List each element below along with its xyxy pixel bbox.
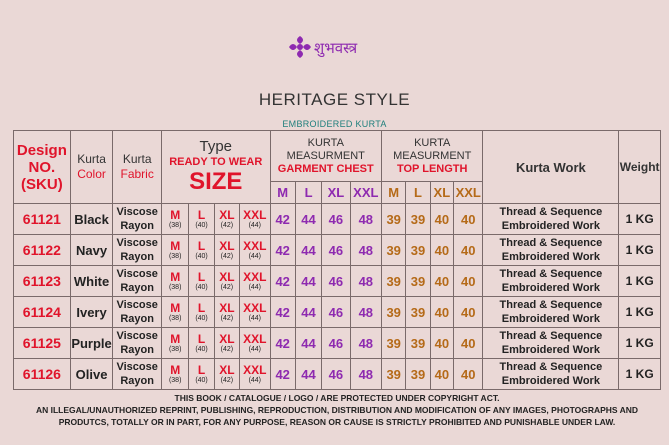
chest-value-cell: 46 (322, 297, 350, 328)
size-number: (44) (248, 314, 262, 322)
size-cell (240, 328, 270, 359)
length-value-cell: 39 (406, 359, 430, 390)
size-number: (44) (248, 252, 262, 260)
length-value-cell: 39 (382, 297, 406, 328)
chest-value-cell: 44 (295, 359, 321, 390)
fabric-line: Rayon (120, 375, 154, 387)
fabric-cell (113, 204, 162, 235)
size-label: L (197, 269, 206, 284)
length-value-cell: 39 (406, 328, 430, 359)
work-line: Thread & Sequence (499, 237, 603, 249)
weight-cell: 1 KG (619, 235, 661, 266)
size-number: (38) (168, 345, 182, 353)
length-value-cell: 40 (430, 266, 453, 297)
size-number: (40) (195, 345, 208, 353)
length-value-cell: 39 (382, 266, 406, 297)
chest-value-cell: 44 (295, 328, 321, 359)
sku-cell: 61123 (14, 266, 71, 297)
header-design-no: Design NO. (SKU) (14, 131, 71, 204)
size-label: M (170, 207, 181, 222)
chest-value-cell: 46 (322, 204, 350, 235)
fabric-line: Rayon (120, 313, 154, 325)
work-line: Thread & Sequence (499, 299, 603, 311)
work-cell (483, 204, 619, 235)
fabric-line: Viscose (116, 330, 158, 342)
size-cell (214, 204, 239, 235)
size-cell (189, 328, 214, 359)
length-value-cell: 40 (430, 328, 453, 359)
size-chart-table (13, 130, 661, 390)
size-label: XL (219, 300, 235, 315)
brand-logo (288, 30, 388, 64)
chest-value-cell: 42 (270, 297, 295, 328)
size-label: L (197, 331, 206, 346)
size-label: M (170, 238, 181, 253)
fabric-cell (113, 235, 162, 266)
size-cell (214, 266, 239, 297)
work-line: Thread & Sequence (499, 330, 603, 342)
size-label: M (170, 362, 181, 377)
color-cell: Navy (70, 235, 113, 266)
length-value-cell: 40 (430, 359, 453, 390)
chest-value-cell: 42 (270, 328, 295, 359)
work-cell (483, 235, 619, 266)
footer-line-1: THIS BOOK / CATALOGUE / LOGO / ARE PROTECTED UNDER COPYRIGHT ACT. (174, 393, 500, 403)
length-value-cell: 39 (382, 328, 406, 359)
chest-value-cell: 42 (270, 359, 295, 390)
work-line: Embroidered Work (501, 251, 600, 263)
size-label: L (197, 362, 206, 377)
length-value-cell: 39 (406, 266, 430, 297)
fabric-line: Rayon (120, 282, 154, 294)
size-cell (162, 328, 189, 359)
length-value-cell: 40 (430, 204, 453, 235)
size-number: (40) (195, 252, 208, 260)
size-number: (40) (195, 221, 208, 229)
size-label: L (197, 207, 206, 222)
length-value-cell: 39 (406, 297, 430, 328)
work-cell (483, 266, 619, 297)
work-line: Thread & Sequence (499, 206, 603, 218)
table-row (14, 204, 661, 235)
color-cell: Black (70, 204, 113, 235)
length-value-cell: 39 (406, 204, 430, 235)
size-number: (40) (195, 376, 208, 384)
header-type: Type READY TO WEAR SIZE (162, 131, 271, 204)
length-value-cell: 40 (454, 328, 483, 359)
fabric-line: Rayon (120, 251, 154, 263)
chest-value-cell: 48 (350, 297, 381, 328)
chest-size-label: M (270, 182, 295, 204)
chest-value-cell: 48 (350, 266, 381, 297)
sku-cell: 61124 (14, 297, 71, 328)
swirl-icon (289, 36, 311, 58)
sku-cell: 61122 (14, 235, 71, 266)
chest-value-cell: 46 (322, 359, 350, 390)
color-cell: Purple (70, 328, 113, 359)
size-number: (42) (220, 345, 234, 353)
size-cell (189, 266, 214, 297)
size-number: (38) (168, 376, 182, 384)
length-value-cell: 40 (454, 204, 483, 235)
size-label: XXL (243, 331, 267, 346)
size-number: (38) (168, 252, 182, 260)
size-cell (162, 235, 189, 266)
size-number: (38) (168, 314, 182, 322)
weight-cell: 1 KG (619, 297, 661, 328)
table-row (14, 359, 661, 390)
size-label: XL (219, 269, 235, 284)
chest-value-cell: 44 (295, 266, 321, 297)
work-cell (483, 328, 619, 359)
size-cell (189, 204, 214, 235)
sku-cell: 61125 (14, 328, 71, 359)
length-value-cell: 40 (454, 297, 483, 328)
chest-value-cell: 48 (350, 359, 381, 390)
size-number: (42) (220, 252, 234, 260)
fabric-cell (113, 328, 162, 359)
page-subtitle: EMBROIDERED KURTA (282, 119, 387, 129)
chest-value-cell: 48 (350, 204, 381, 235)
length-value-cell: 39 (406, 235, 430, 266)
header-kurta-fabric: Kurta Fabric (113, 131, 162, 204)
size-cell (240, 297, 270, 328)
fabric-line: Viscose (116, 299, 158, 311)
work-cell (483, 297, 619, 328)
size-cell (240, 359, 270, 390)
size-cell (240, 235, 270, 266)
table-row (14, 328, 661, 359)
length-value-cell: 39 (382, 235, 406, 266)
size-cell (240, 266, 270, 297)
work-line: Thread & Sequence (499, 268, 603, 280)
length-size-label: XXL (454, 182, 483, 204)
work-line: Embroidered Work (501, 313, 600, 325)
size-label: M (170, 331, 181, 346)
header-top-length: KURTA MEASURMENT TOP LENGTH (382, 131, 483, 182)
header-garment-chest: KURTA MEASURMENT GARMENT CHEST (270, 131, 382, 182)
size-cell (214, 359, 239, 390)
size-cell (189, 297, 214, 328)
length-value-cell: 39 (382, 204, 406, 235)
size-number: (44) (248, 376, 262, 384)
work-line: Thread & Sequence (499, 361, 603, 373)
length-value-cell: 39 (382, 359, 406, 390)
size-number: (42) (220, 314, 234, 322)
work-line: Embroidered Work (501, 282, 600, 294)
chest-value-cell: 44 (295, 235, 321, 266)
color-cell: White (70, 266, 113, 297)
size-number: (40) (195, 283, 208, 291)
table-row (14, 266, 661, 297)
size-label: XL (219, 207, 235, 222)
size-number: (42) (220, 221, 234, 229)
length-value-cell: 40 (454, 266, 483, 297)
size-label: M (170, 300, 181, 315)
chest-value-cell: 44 (295, 297, 321, 328)
length-size-label: XL (430, 182, 453, 204)
chest-size-label: XXL (350, 182, 381, 204)
size-label: L (197, 300, 206, 315)
chest-value-cell: 46 (322, 266, 350, 297)
chest-value-cell: 44 (295, 204, 321, 235)
size-label: XXL (243, 300, 267, 315)
length-size-label: M (382, 182, 406, 204)
work-line: Embroidered Work (501, 344, 600, 356)
size-label: XL (219, 331, 235, 346)
fabric-cell (113, 297, 162, 328)
weight-cell: 1 KG (619, 204, 661, 235)
length-value-cell: 40 (454, 235, 483, 266)
work-cell (483, 359, 619, 390)
header-kurta-color: Kurta Color (70, 131, 113, 204)
size-label: L (197, 238, 206, 253)
chest-value-cell: 42 (270, 266, 295, 297)
chest-value-cell: 48 (350, 235, 381, 266)
size-cell (189, 359, 214, 390)
brand-logo-text: शुभवस्त्र (314, 39, 358, 57)
size-label: XXL (243, 238, 267, 253)
size-cell (162, 204, 189, 235)
chest-value-cell: 46 (322, 328, 350, 359)
length-size-label: L (406, 182, 430, 204)
work-line: Embroidered Work (501, 220, 600, 232)
size-number: (44) (248, 221, 262, 229)
fabric-line: Viscose (116, 361, 158, 373)
chest-size-label: L (295, 182, 321, 204)
size-cell (162, 266, 189, 297)
page-title: HERITAGE STYLE (258, 90, 411, 109)
chest-value-cell: 46 (322, 235, 350, 266)
chest-value-cell: 42 (270, 204, 295, 235)
sku-cell: 61121 (14, 204, 71, 235)
copyright-footer (13, 392, 661, 428)
size-label: XXL (243, 362, 267, 377)
chest-size-label: XL (322, 182, 350, 204)
header-row (14, 131, 661, 182)
length-value-cell: 40 (454, 359, 483, 390)
size-label: XL (219, 362, 235, 377)
color-cell: Ivery (70, 297, 113, 328)
footer-line-3: PRODUTCS, TOTALLY OR IN PART, FOR ANY PURPOSE, REASON OR CAUSE IS STRICTLY PROHIBITED AND PUNISHABLE UNDER LAW. (58, 417, 616, 427)
table-row (14, 235, 661, 266)
header-kurta-work: Kurta Work (483, 131, 619, 204)
size-cell (214, 328, 239, 359)
size-cell (214, 297, 239, 328)
size-cell (240, 204, 270, 235)
size-cell (214, 235, 239, 266)
weight-cell: 1 KG (619, 328, 661, 359)
fabric-line: Viscose (116, 268, 158, 280)
fabric-cell (113, 266, 162, 297)
table-row (14, 297, 661, 328)
length-value-cell: 40 (430, 297, 453, 328)
size-number: (42) (220, 376, 234, 384)
size-label: M (170, 269, 181, 284)
size-number: (38) (168, 221, 182, 229)
size-number: (44) (248, 345, 262, 353)
length-value-cell: 40 (430, 235, 453, 266)
fabric-line: Viscose (116, 206, 158, 218)
fabric-cell (113, 359, 162, 390)
chest-value-cell: 48 (350, 328, 381, 359)
footer-line-2: AN ILLEGAL/UNAUTHORIZED REPRINT, PUBLISHING, REPRODUCTION, DISTRIBUTION AND MODIFICATION OF ANY IMAGES, PHOTOGRAPHS AND (35, 405, 639, 415)
color-cell: Olive (70, 359, 113, 390)
weight-cell: 1 KG (619, 266, 661, 297)
sku-cell: 61126 (14, 359, 71, 390)
size-number: (44) (248, 283, 262, 291)
weight-cell: 1 KG (619, 359, 661, 390)
size-cell (162, 297, 189, 328)
size-cell (189, 235, 214, 266)
header-weight: Weight (619, 131, 661, 204)
chest-value-cell: 42 (270, 235, 295, 266)
size-label: XXL (243, 207, 267, 222)
size-number: (40) (195, 314, 208, 322)
work-line: Embroidered Work (501, 375, 600, 387)
size-label: XL (219, 238, 235, 253)
fabric-line: Rayon (120, 344, 154, 356)
fabric-line: Viscose (116, 237, 158, 249)
fabric-line: Rayon (120, 220, 154, 232)
size-label: XXL (243, 269, 267, 284)
size-number: (42) (220, 283, 234, 291)
size-cell (162, 359, 189, 390)
size-number: (38) (168, 283, 182, 291)
